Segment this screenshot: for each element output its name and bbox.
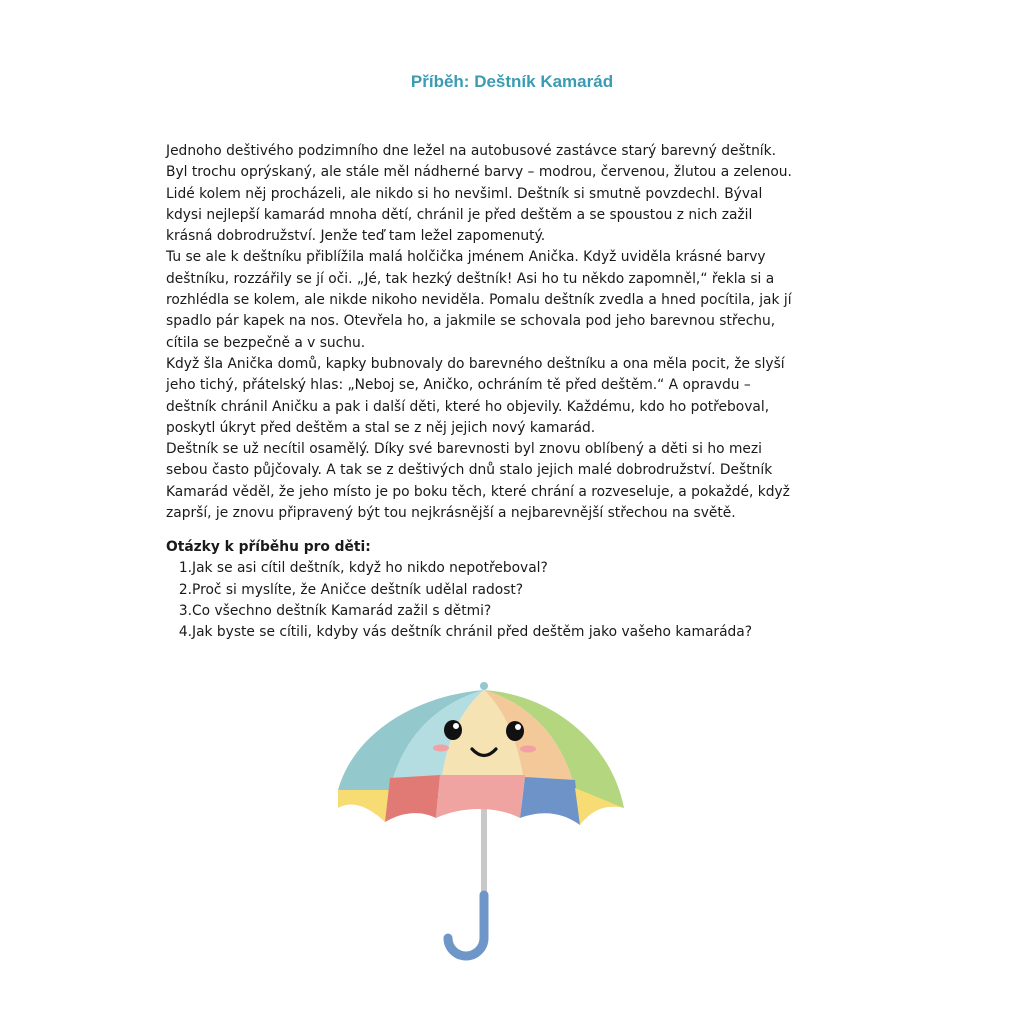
story-line: poskytl úkryt před deštěm a stal se z něj jejich nový kamarád.	[166, 419, 596, 436]
question-text: Jak se asi cítil deštník, když ho nikdo nepotřeboval?	[192, 560, 548, 577]
umbrella-scallop-red	[385, 775, 440, 822]
story-line: Tu se ale k deštníku přiblížila malá holčička jménem Anička. Když uviděla krásné barvy	[166, 249, 766, 266]
umbrella-cheek-right	[520, 746, 536, 753]
questions-heading: Otázky k příběhu pro děti:	[166, 539, 371, 555]
question-text: Jak byste se cítili, kdyby vás deštník chránil před deštěm jako vašeho kamaráda?	[192, 624, 753, 641]
question-item	[166, 580, 866, 601]
story-line: Jednoho deštivého podzimního dne ležel na autobusové zastávce starý barevný deštník.	[166, 143, 777, 159]
question-item	[166, 558, 866, 579]
story-line: Byl trochu oprýskaný, ale stále měl nádherné barvy – modrou, červenou, žlutou a zelenou.	[166, 164, 792, 181]
umbrella-eye-right-shine	[515, 724, 521, 730]
umbrella-scallop-yellow-left	[338, 790, 390, 822]
question-text: Co všechno deštník Kamarád zažil s dětmi?	[192, 602, 492, 619]
umbrella-eye-left	[444, 720, 462, 740]
story-line: Když šla Anička domů, kapky bubnovaly do barevného deštníku a ona měla pocit, že slyší	[166, 355, 785, 372]
umbrella-tip	[480, 682, 488, 690]
story-line: cítila se bezpečně a v suchu.	[166, 334, 366, 351]
story-line: deštník chránil Aničku a pak i další děti, které ho objevily. Každému, kdo ho potřeboval,	[166, 398, 770, 415]
umbrella-cheek-left	[433, 745, 449, 752]
story-line: sebou často půjčovaly. A tak se z deštivých dnů stalo jejich malé dobrodružství. Deštník	[166, 462, 773, 479]
page-title: Příběh: Deštník Kamarád	[410, 72, 614, 91]
umbrella-handle	[448, 895, 484, 956]
story-line: Lidé kolem něj procházeli, ale nikdo si ho nevšiml. Deštník si smutně povzdechl. Býval	[166, 185, 763, 202]
question-item	[166, 601, 866, 622]
questions-list	[166, 558, 866, 643]
story-line: krásná dobrodružství. Jenže teď tam ležel zapomenutý.	[166, 228, 546, 245]
story-line: zaprší, je znovu připravený být tou nejkrásnější a nejbarevnější střechou na světě.	[166, 505, 736, 522]
story-line: rozhlédla se kolem, ale nikde nikoho neviděla. Pomalu deštník zvedla a hned pocítila, jak jí	[166, 292, 792, 309]
story-line: Deštník se už necítil osamělý. Díky své barevnosti byl znovu oblíbený a děti si ho mezi	[166, 441, 762, 458]
questions-section	[166, 537, 866, 643]
umbrella-scallop-blue	[520, 777, 580, 825]
story-text	[166, 141, 866, 524]
question-number: 1.	[178, 560, 192, 577]
question-number: 2.	[178, 581, 192, 598]
story-line: Kamarád věděl, že jeho místo je po boku těch, které chrání a rozveseluje, a pokaždé, když	[166, 483, 790, 500]
umbrella-eye-right	[506, 721, 524, 741]
question-number: 3.	[178, 602, 192, 619]
umbrella-eye-left-shine	[453, 723, 459, 729]
question-text: Proč si myslíte, že Aničce deštník udělal radost?	[192, 581, 524, 598]
story-line: deštníku, rozzářily se jí oči. „Jé, tak hezký deštník! Asi ho tu někdo zapomněl,“ řekla si a	[166, 270, 775, 287]
story-line: jeho tichý, přátelský hlas: „Neboj se, Aničko, ochráním tě před deštěm.“ A opravdu –	[166, 377, 751, 394]
question-item	[166, 622, 866, 643]
umbrella-scallop-pink	[436, 775, 525, 818]
umbrella-illustration	[330, 675, 630, 965]
story-line: kdysi nejlepší kamarád mnoha dětí, chránil je před deštěm a se spoustou z nich zažil	[166, 206, 753, 223]
story-line: spadlo pár kapek na nos. Otevřela ho, a jakmile se schovala pod jeho barevnou střechu,	[166, 313, 776, 330]
question-number: 4.	[178, 624, 192, 641]
